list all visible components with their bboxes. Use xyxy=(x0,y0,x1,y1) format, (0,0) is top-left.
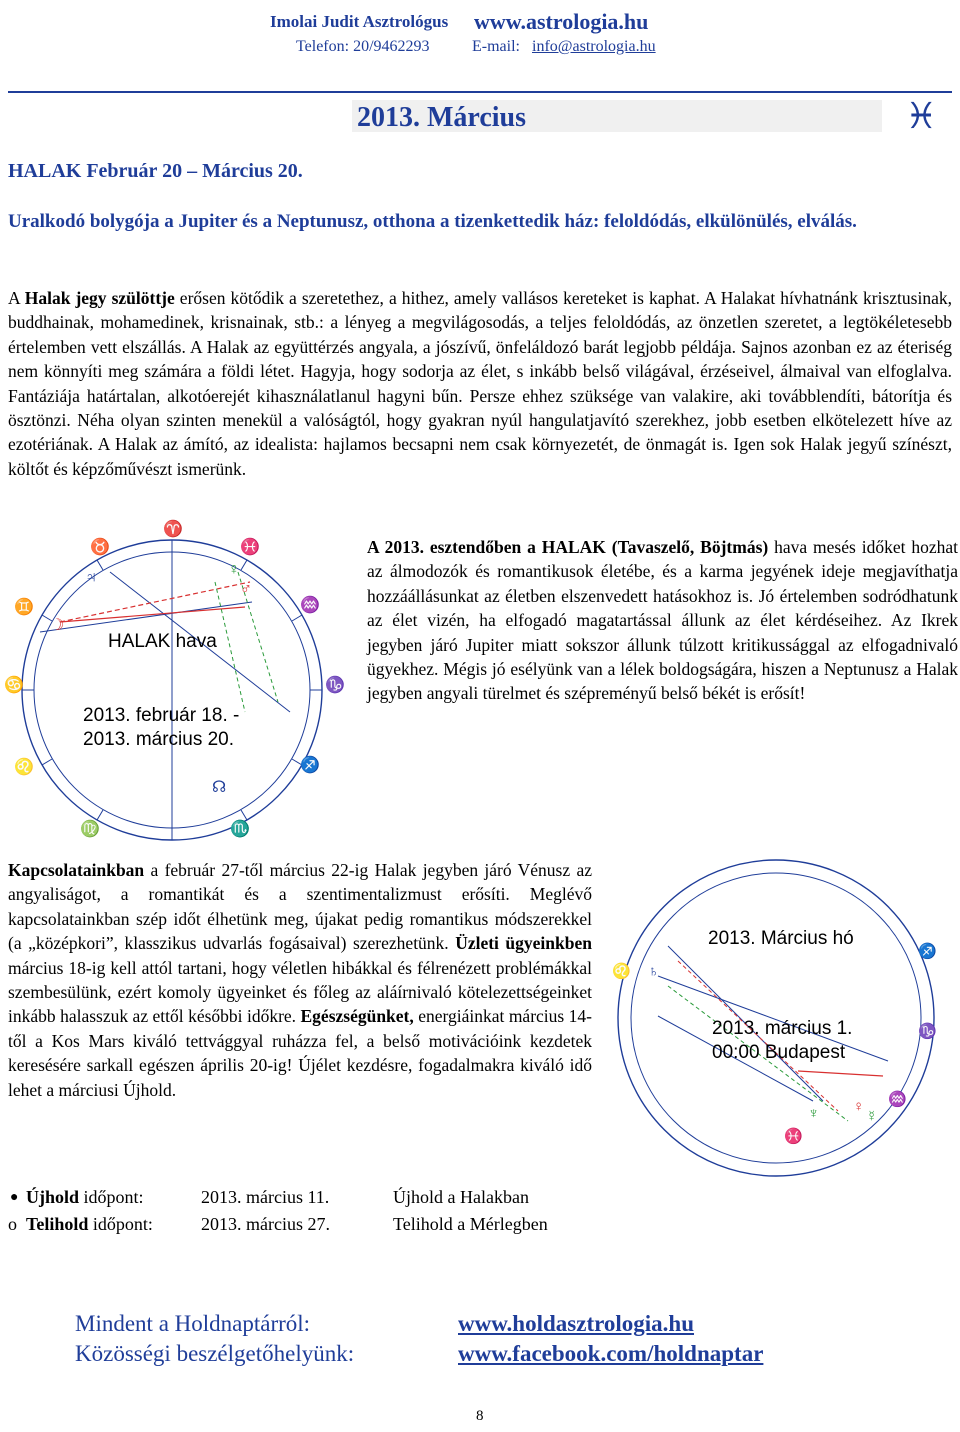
svg-text:♊: ♊ xyxy=(14,599,34,616)
relations-b1: Kapcsolatainkban xyxy=(8,860,145,880)
relations-t2: március 18-ig kell attól tartani, hogy véletlen hibákkal és félrenézett problémákkal szembesülünk, ezért komoly ügyeinket és főleg az aláírnivaló kötelezettségeinket inkább halasszuk az ettől későbbi időkre. xyxy=(8,957,592,1027)
pisces-icon: ♓ xyxy=(905,96,938,137)
year-paragraph xyxy=(367,535,958,706)
header-email-link[interactable]: info@astrologia.hu xyxy=(532,38,656,55)
relations-b3: Egészségünket, xyxy=(300,1006,414,1027)
svg-text:♒: ♒ xyxy=(888,1091,907,1108)
svg-text:♐: ♐ xyxy=(918,943,937,960)
relations-t1: a február 27-től március 22-ig Halak jegyben járó Vénusz az angyaliságot, a romantikát és a szentimentalizmust erősíti. Meglévő kapcsolatainkban szép időt élhetünk meg, újakat pedig romantikus módszerekkel (a „középkori”, klasszikus udvarlás fogásaival) szerezhetünk. xyxy=(8,860,592,954)
moon-row-full xyxy=(8,1211,628,1238)
moon-full-where: Telihold a Mérlegben xyxy=(393,1214,548,1234)
relations-paragraph xyxy=(8,858,592,1102)
chart1-title: HALAK hava xyxy=(108,631,217,652)
footer-link-2[interactable]: www.facebook.com/holdnaptar xyxy=(458,1341,764,1366)
header-name: Imolai Judit Asztrológus xyxy=(270,12,449,31)
year-bold: A 2013. esztendőben a HALAK (Tavaszelő, Böjtmás) xyxy=(367,537,769,557)
svg-text:♍: ♍ xyxy=(80,821,100,838)
svg-text:♓: ♓ xyxy=(784,1128,803,1145)
ruler-text: Uralkodó bolygója a Jupiter és a Neptunusz, otthona a tizenkettedik ház: feloldódás, elkülönülés, elválás. xyxy=(8,211,857,232)
svg-text:♓: ♓ xyxy=(240,539,260,556)
page-number: 8 xyxy=(476,1408,484,1424)
year-rest: hava mesés időket hozhat az álmodozók és romantikusok életébe, és a karma jegyének ideje megjavíthatja hozzáállásunkat az életben elszenvedett hatásokhoz is. Jó értelemben sodródhatunk az élet vizén, ha elfogadó magatartással állunk az élet kérdéseihez. Az Ikrek jegyben járó Jupiter miatt sokszor állunk túlzott kritikussággal az elfogadnivaló ügyekhez. Mégis jó esélyünk van a lélek boldogságára, hiszen a Neptunusz a Halak jegyben angyali türelmet és szépreményű belső békét is erősít! xyxy=(367,537,958,704)
svg-text:♂: ♂ xyxy=(240,581,252,598)
chart2-line2: 00:00 Budapest xyxy=(712,1042,846,1063)
svg-text:♃: ♃ xyxy=(85,569,97,586)
bullet-icon: ● xyxy=(10,1190,19,1205)
header-phone: Telefon: 20/9462293 xyxy=(296,38,430,55)
svg-text:☊: ☊ xyxy=(212,779,227,796)
svg-text:♀: ♀ xyxy=(228,561,240,578)
intro-paragraph xyxy=(8,286,952,481)
chart1-date1: 2013. február 18. - xyxy=(83,705,240,726)
chart2-wheel xyxy=(598,836,960,1192)
header-line-2 xyxy=(296,38,716,58)
header-email-label: E-mail: xyxy=(472,38,520,55)
svg-text:♌: ♌ xyxy=(612,963,631,980)
relations-t3: energiáinkat március 14-től a Kos Mars kiváló tettvággyal ruházza fel, a belső motivációink kezdetek keresésére sarkall egészen április 20-ig! Újélet kezdésre, fogadalmakra kiváló idő lehet a márciusi Újhold. xyxy=(8,1006,592,1100)
svg-text:☿: ☿ xyxy=(866,1108,878,1125)
header-site-link[interactable]: www.astrologia.hu xyxy=(474,9,649,34)
footer-link-1[interactable]: www.holdasztrologia.hu xyxy=(458,1311,695,1336)
moon-new-name: Újhold xyxy=(26,1187,80,1207)
chart2-line1: 2013. március 1. xyxy=(712,1018,853,1039)
moon-full-label: időpont: xyxy=(88,1214,153,1234)
svg-text:♏: ♏ xyxy=(230,821,250,838)
chart1-date2: 2013. március 20. xyxy=(83,729,235,750)
footer-label-2: Közösségi beszélgetőhelyünk: xyxy=(75,1341,355,1366)
moon-full-name: Telihold xyxy=(26,1214,89,1234)
moon-list xyxy=(8,1184,628,1238)
footer-label-1: Mindent a Holdnaptárról: xyxy=(75,1311,311,1336)
svg-text:♆: ♆ xyxy=(808,1105,820,1122)
intro-p1b: erősen kötődik a szeretethez, a hithez, amely vallásos kereteket is kaphat. A Halakat hívhatnánk krisztusinak, buddhainak, mohamedinek, krisnainak, stb.: a lényeg a megvilágosodás, a teljes feloldódás, az önzetlen szeretet, a legtökéletesebb értelemben vett elszállás. A Halak az együttérzés angyala, a jószívű, önfeláldozó barát legjobb példája. Sajnos azonban ez az éteriség nem könnyíti meg számára a földi létet. Hagyja, hogy sodorja az élet, s inkább belső világával, érzéseivel, álmaival van elfoglalva. Fantáziája határtalan, alkotóerejét kihasználatlanul hagyni bűn. Persze ehhez szüksége van valakire, aki továbblendíti, bátorítja és ösztönzi. Néha olyan szinten menekül a valóságtól, hogy gyakran nyúl hangulatjavító szerekhez, jobb esetben elkötelezett híve az ezotériának. A Halak az ámító, az idealista: hajlamos becsapni nem csak környezetét, de önmagát is. Igen sok Halak jegyű színészt, költőt és képzőművészt ismerünk. xyxy=(8,288,952,479)
svg-text:♄: ♄ xyxy=(648,963,660,980)
month-title: 2013. Március xyxy=(357,102,527,133)
intro-p1a: A xyxy=(8,288,25,308)
moon-full-date: 2013. március 27. xyxy=(201,1214,330,1234)
moon-new-date: 2013. március 11. xyxy=(201,1187,330,1207)
svg-text:♑: ♑ xyxy=(325,677,345,694)
svg-text:♉: ♉ xyxy=(90,539,110,556)
circle-bullet-icon: o xyxy=(8,1214,17,1234)
svg-text:♀: ♀ xyxy=(853,1098,865,1115)
header-divider xyxy=(8,91,952,93)
svg-text:♋: ♋ xyxy=(4,677,24,694)
svg-text:♐: ♐ xyxy=(300,757,320,774)
chart1-wheel xyxy=(0,512,352,850)
moon-new-label: időpont: xyxy=(79,1187,144,1207)
chart2-title: 2013. Március hó xyxy=(708,928,854,949)
moon-new-where: Újhold a Halakban xyxy=(393,1187,529,1207)
svg-text:♑: ♑ xyxy=(918,1023,937,1040)
moon-row-new xyxy=(8,1184,628,1211)
relations-b2: Üzleti ügyeinkben xyxy=(455,933,592,954)
intro-bold: Halak jegy szülöttje xyxy=(24,288,175,308)
svg-text:♌: ♌ xyxy=(14,759,34,776)
svg-text:☽: ☽ xyxy=(50,617,65,634)
svg-text:♈: ♈ xyxy=(163,521,183,538)
header-line-1 xyxy=(270,9,690,34)
sign-title: HALAK Február 20 – Március 20. xyxy=(8,160,303,182)
svg-text:♒: ♒ xyxy=(300,597,320,614)
